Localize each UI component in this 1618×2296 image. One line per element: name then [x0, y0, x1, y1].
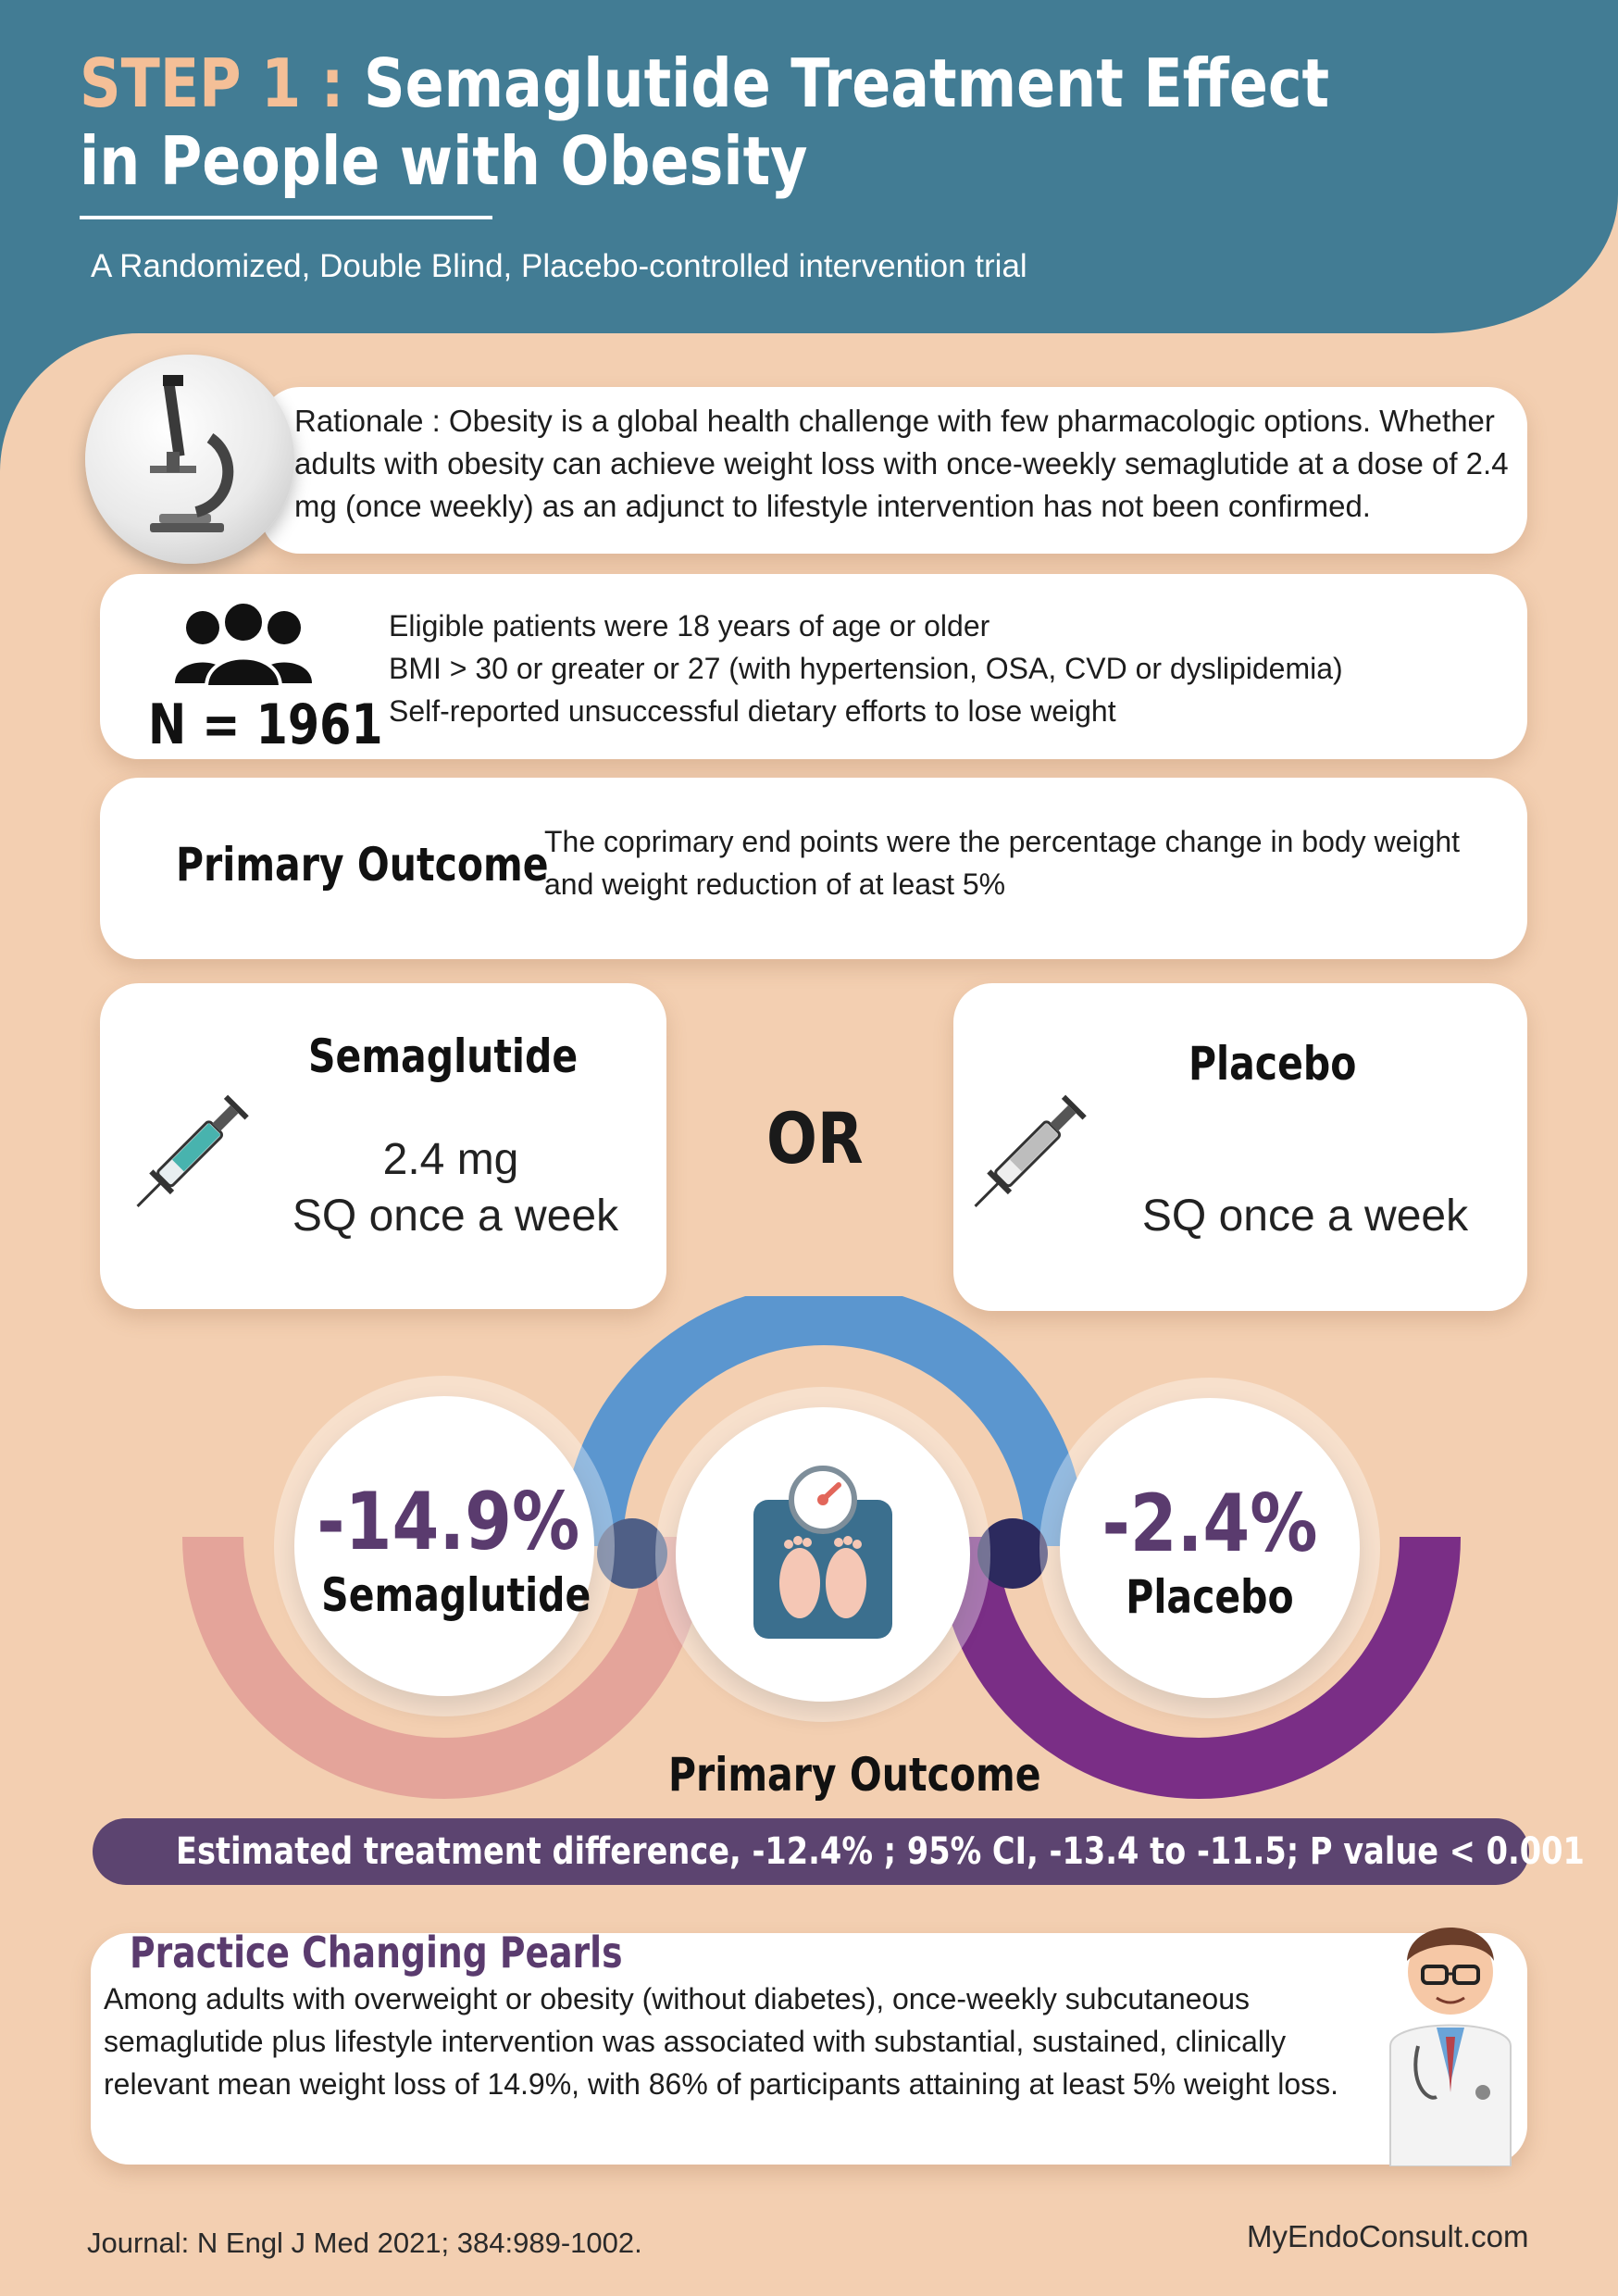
results-outcome-label: Primary Outcome [668, 1748, 1041, 1802]
criterion-age: Eligible patients were 18 years of age or older [389, 609, 990, 643]
microscope-badge [85, 355, 294, 564]
or-divider: OR [766, 1097, 864, 1179]
page-title [80, 44, 1369, 200]
syringe-gray-icon [967, 1074, 1106, 1213]
pearls-text: Among adults with overweight or obesity (without diabetes), once-weekly subcutaneous semaglutide plus lifestyle intervention was associated with substantial, sustained, clinically relevant mean weight loss of 14.9%, with 86% of participants attaining at least 5% weight loss. [104, 1982, 1339, 2101]
title-divider [80, 216, 492, 219]
step-label: STEP 1 : [80, 44, 344, 122]
syringe-teal-icon [130, 1074, 268, 1213]
placebo-schedule: SQ once a week [1141, 1192, 1469, 1241]
semaglutide-schedule: SQ once a week [292, 1192, 619, 1241]
primary-outcome-text: The coprimary end points were the percentage change in body weight and weight reduction of at least 5% [544, 825, 1461, 901]
doctor-icon [1372, 1898, 1529, 2166]
site-credit: MyEndoConsult.com [1247, 2219, 1529, 2253]
semaglutide-dose: 2.4 mg [382, 1135, 519, 1184]
pearls-title: Practice Changing Pearls [130, 1928, 623, 1978]
right-connector [977, 1518, 1048, 1589]
rationale-text: Rationale : Obesity is a global health challenge with few pharmacologic options. Whether adults with obesity can achieve weight loss with once-weekly semaglutide at a dose of 2.4 mg (once weekly) as an adjunct to lifestyle intervention has not been confirmed. [294, 404, 1509, 523]
placebo-result-circle [1060, 1398, 1360, 1698]
weighing-scale-icon [753, 1463, 892, 1639]
sample-size: N = 1961 [148, 693, 383, 757]
treatment-difference-banner [93, 1818, 1585, 1885]
placebo-arm-title: Placebo [1189, 1037, 1357, 1091]
journal-citation: Journal: N Engl J Med 2021; 384:989-1002. [87, 2227, 642, 2259]
primary-outcome-label: Primary Outcome [176, 838, 549, 892]
scale-circle [676, 1407, 970, 1702]
placebo-result-label: Placebo [1126, 1570, 1294, 1624]
criterion-diet: Self-reported unsuccessful dietary efforts to lose weight [389, 694, 1116, 728]
title-text: Semaglutide Treatment Effect in People with Obesity [80, 44, 1330, 200]
placebo-percent: -2.4% [1101, 1478, 1318, 1570]
left-connector [597, 1518, 667, 1589]
semaglutide-percent: -14.9% [317, 1476, 580, 1568]
people-icon [169, 602, 317, 685]
semaglutide-arm-title: Semaglutide [308, 1029, 579, 1083]
semaglutide-result-label: Semaglutide [321, 1568, 591, 1622]
subtitle: A Randomized, Double Blind, Placebo-controlled intervention trial [91, 248, 1027, 284]
criterion-bmi: BMI > 30 or greater or 27 (with hypertension, OSA, CVD or dyslipidemia) [389, 652, 1343, 685]
microscope-icon [85, 355, 294, 564]
semaglutide-result-circle [294, 1396, 594, 1696]
eligibility-list [389, 605, 1509, 732]
treatment-difference-text: Estimated treatment difference, -12.4% ; 95% CI, -13.4 to -11.5; P value < 0.001 [176, 1830, 1585, 1873]
